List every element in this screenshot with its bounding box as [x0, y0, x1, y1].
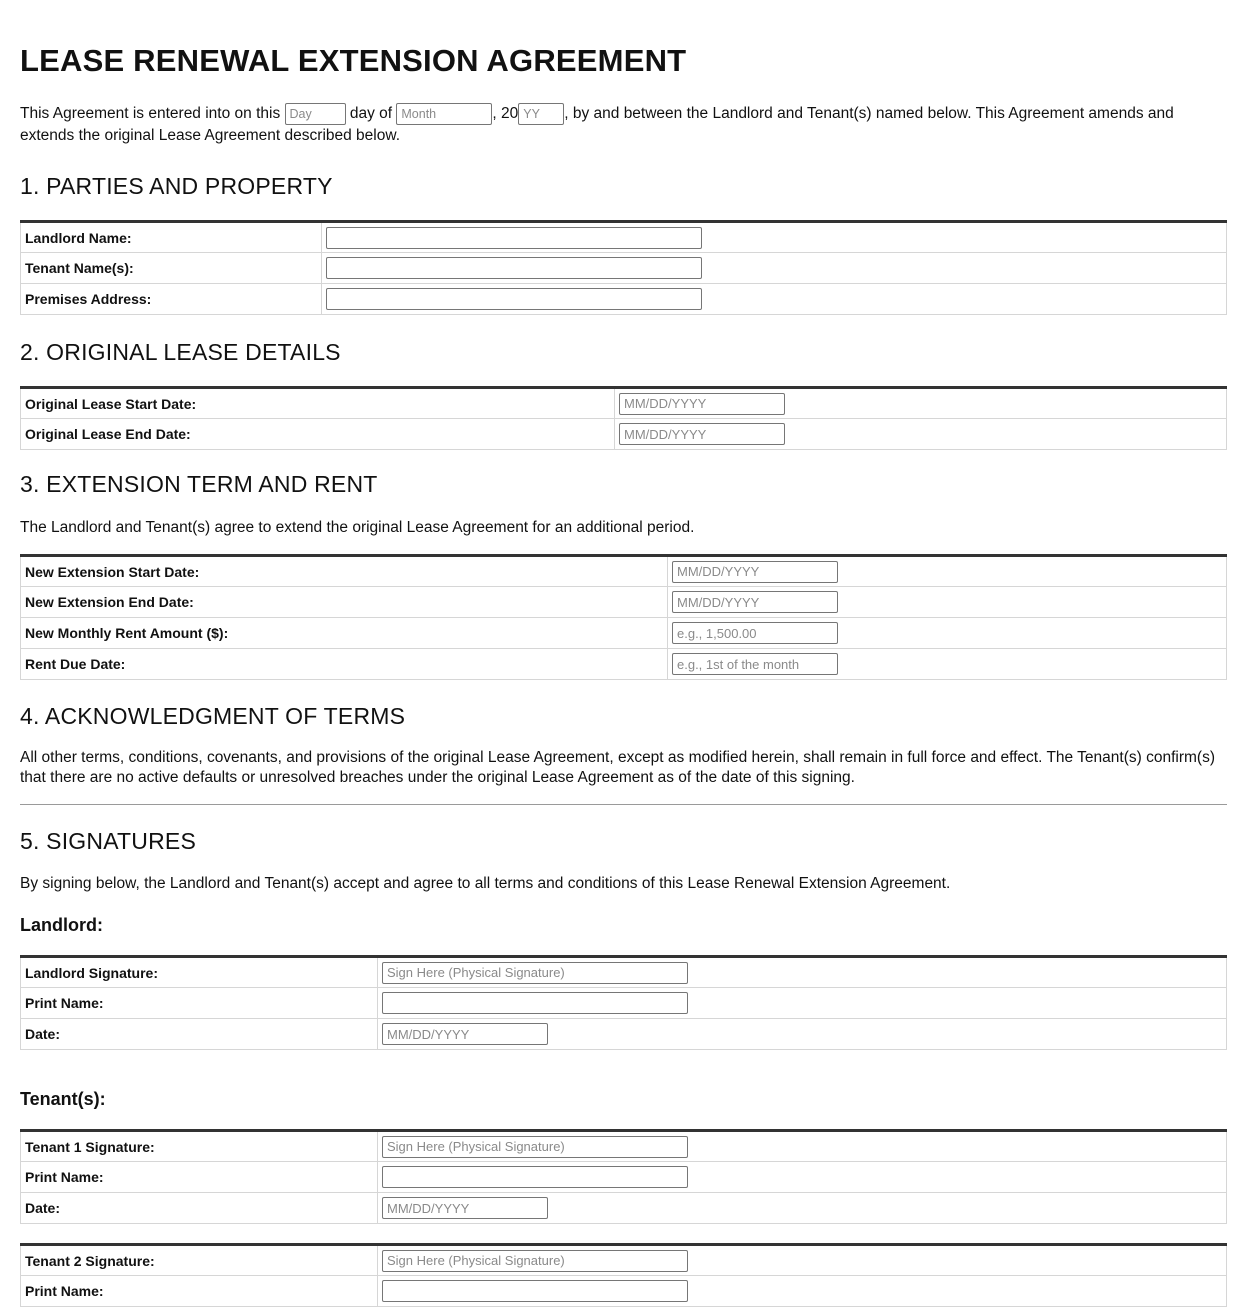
field-label: Tenant Name(s):	[21, 253, 322, 284]
extension-text: The Landlord and Tenant(s) agree to extend the original Lease Agreement for an additional period.	[20, 519, 695, 536]
field-label: Print Name:	[21, 988, 378, 1019]
section-heading-extension: 3. EXTENSION TERM AND RENT	[20, 471, 378, 497]
field-label: Rent Due Date:	[21, 649, 668, 680]
day-input[interactable]	[285, 103, 346, 125]
table-row	[21, 222, 1227, 253]
tenant1-signature-input[interactable]	[382, 1136, 688, 1158]
field-label: Date:	[21, 1193, 378, 1224]
landlord-date-input[interactable]	[382, 1023, 548, 1045]
month-input[interactable]	[396, 103, 492, 125]
field-label: Date:	[21, 1019, 378, 1050]
section-heading-acknowledgment: 4. ACKNOWLEDGMENT OF TERMS	[20, 703, 406, 729]
table-row	[21, 253, 1227, 284]
table-row	[21, 988, 1227, 1019]
extension-start-date-input[interactable]	[672, 561, 838, 583]
section-divider	[20, 804, 1227, 805]
section-heading-signatures: 5. SIGNATURES	[20, 828, 196, 854]
signatures-text: By signing below, the Landlord and Tenant(s) accept and agree to all terms and conditions of this Lease Renewal Extension Agreement.	[20, 875, 951, 892]
section-heading-original-lease: 2. ORIGINAL LEASE DETAILS	[20, 339, 341, 365]
landlord-signature-table	[20, 955, 1227, 1050]
original-start-date-input[interactable]	[619, 393, 785, 415]
field-label: New Extension Start Date:	[21, 556, 668, 587]
monthly-rent-input[interactable]	[672, 622, 838, 644]
table-row	[21, 1193, 1227, 1224]
landlord-signature-input[interactable]	[382, 962, 688, 984]
field-label: Original Lease Start Date:	[21, 388, 615, 419]
field-label: New Extension End Date:	[21, 587, 668, 618]
tenant1-signature-table	[20, 1129, 1227, 1224]
landlord-heading: Landlord:	[20, 915, 103, 935]
intro-text-1: This Agreement is entered into on this	[20, 105, 281, 122]
intro-text-4: , by and between the Landlord and Tenant(s) named below. This Agreement amends and extends the original Lease Agreement described below.	[20, 105, 1174, 144]
extension-end-date-input[interactable]	[672, 591, 838, 613]
intro-text-3: , 20	[492, 105, 519, 122]
field-label: New Monthly Rent Amount ($):	[21, 618, 668, 649]
year-input[interactable]	[518, 103, 564, 125]
intro-paragraph	[20, 103, 1227, 146]
intro-text-2: day of	[349, 105, 393, 122]
tenant2-print-name-input[interactable]	[382, 1280, 688, 1302]
table-row	[21, 618, 1227, 649]
document-title: LEASE RENEWAL EXTENSION AGREEMENT	[20, 43, 687, 78]
tenant2-signature-table	[20, 1243, 1227, 1307]
table-row	[21, 1131, 1227, 1162]
section-heading-parties: 1. PARTIES AND PROPERTY	[20, 173, 333, 199]
parties-table	[20, 220, 1227, 315]
table-row	[21, 1019, 1227, 1050]
field-label: Print Name:	[21, 1276, 378, 1307]
table-row	[21, 1276, 1227, 1307]
landlord-name-input[interactable]	[326, 227, 702, 249]
table-row	[21, 649, 1227, 680]
original-end-date-input[interactable]	[619, 423, 785, 445]
tenants-heading: Tenant(s):	[20, 1089, 106, 1109]
field-label: Tenant 2 Signature:	[21, 1245, 378, 1276]
field-label: Print Name:	[21, 1162, 378, 1193]
table-row	[21, 419, 1227, 450]
field-label: Original Lease End Date:	[21, 419, 615, 450]
table-row	[21, 957, 1227, 988]
table-row	[21, 1162, 1227, 1193]
table-row	[21, 587, 1227, 618]
table-row	[21, 388, 1227, 419]
table-row	[21, 556, 1227, 587]
original-lease-table	[20, 386, 1227, 450]
premises-address-input[interactable]	[326, 288, 702, 310]
tenant2-signature-input[interactable]	[382, 1250, 688, 1272]
table-row	[21, 1245, 1227, 1276]
field-label: Tenant 1 Signature:	[21, 1131, 378, 1162]
extension-table	[20, 554, 1227, 680]
field-label: Premises Address:	[21, 284, 322, 315]
tenant1-date-input[interactable]	[382, 1197, 548, 1219]
landlord-print-name-input[interactable]	[382, 992, 688, 1014]
tenant1-print-name-input[interactable]	[382, 1166, 688, 1188]
acknowledgment-text: All other terms, conditions, covenants, and provisions of the original Lease Agreement, except as modified herein, shall remain in full force and effect. The Tenant(s) confirm(s) that there are no active defaults or unresolved breaches under the original Lease Agreement as of the date of this signing.	[20, 749, 1215, 786]
field-label: Landlord Name:	[21, 222, 322, 253]
field-label: Landlord Signature:	[21, 957, 378, 988]
table-row	[21, 284, 1227, 315]
tenant-names-input[interactable]	[326, 257, 702, 279]
rent-due-date-input[interactable]	[672, 653, 838, 675]
